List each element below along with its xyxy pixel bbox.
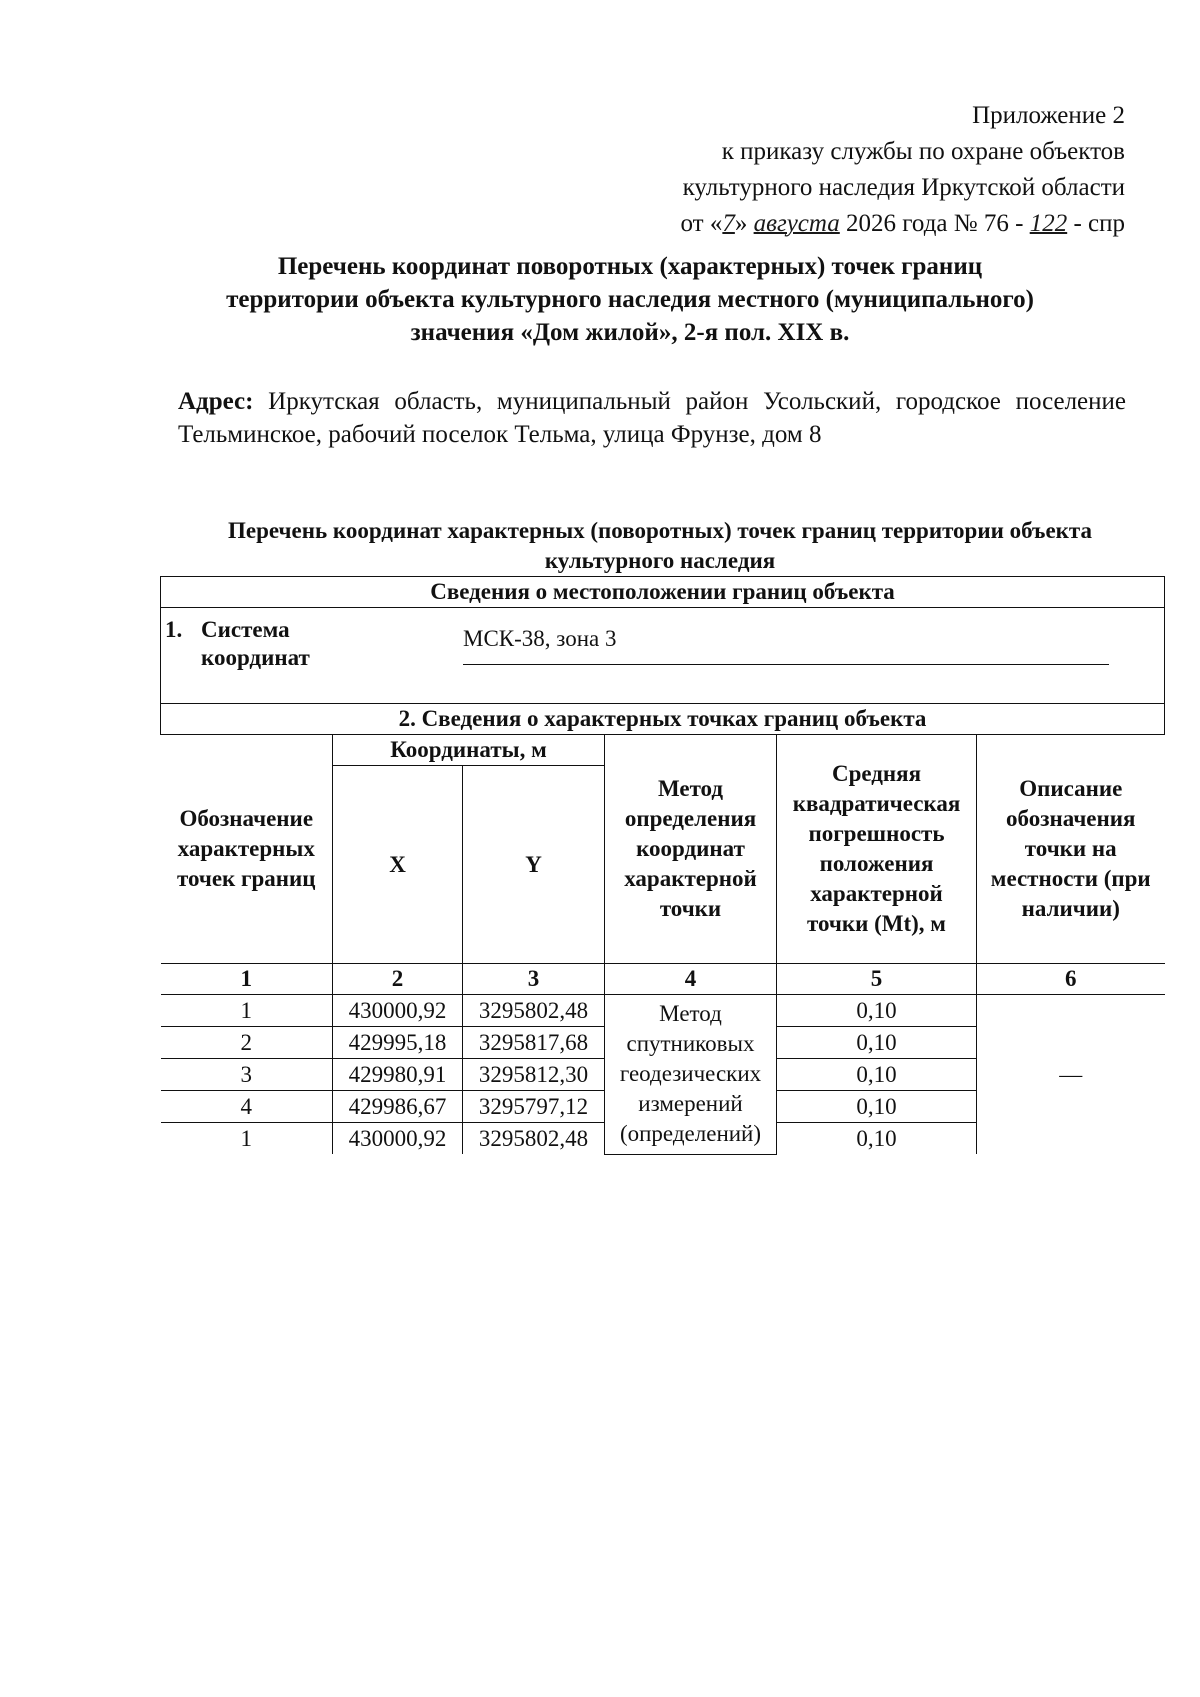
point-y: 3295817,68 [463, 1027, 605, 1059]
coordinate-system-label-2: координат [201, 645, 310, 670]
point-mt: 0,10 [777, 995, 977, 1027]
document-title [150, 250, 1110, 349]
point-mt: 0,10 [777, 1091, 977, 1123]
points-table [161, 735, 1165, 1155]
header-description: Описание обозначения точки на местности (при наличии) [977, 735, 1165, 964]
point-x: 430000,92 [333, 1123, 463, 1155]
point-x: 429995,18 [333, 1027, 463, 1059]
section-1-header: Сведения о местоположении границ объекта [161, 577, 1165, 608]
appendix-line-3: культурного наследия Иркутской области [682, 174, 1125, 201]
description-cell: — [977, 995, 1165, 1155]
date-mid: » [734, 210, 748, 237]
handwritten-month: августа [753, 210, 840, 237]
order-suffix: - спр [1073, 210, 1125, 237]
section-2-header: 2. Сведения о характерных точках границ объекта [161, 704, 1165, 735]
col-number-3: 3 [463, 964, 605, 995]
date-suffix: 2026 года № 76 - [846, 210, 1024, 237]
table-title-line-1: Перечень координат характерных (поворотных) точек границ территории объекта [228, 518, 1092, 543]
point-y: 3295802,48 [463, 1123, 605, 1155]
point-x: 430000,92 [333, 995, 463, 1027]
handwritten-order-number: 122 [1029, 210, 1068, 237]
col-number-5: 5 [777, 964, 977, 995]
point-x: 429986,67 [333, 1091, 463, 1123]
title-line-2: территории объекта культурного наследия местного (муниципального) [226, 286, 1034, 313]
col-number-1: 1 [161, 964, 333, 995]
appendix-header [681, 98, 1126, 242]
title-line-3: значения «Дом жилой», 2-я пол. XIX в. [410, 319, 850, 346]
handwritten-day: 7 [722, 210, 735, 237]
header-y: Y [463, 766, 605, 964]
point-y: 3295812,30 [463, 1059, 605, 1091]
point-id: 1 [161, 995, 333, 1027]
appendix-line-1: Приложение 2 [972, 102, 1125, 129]
point-mt: 0,10 [777, 1059, 977, 1091]
address-block [178, 385, 1126, 451]
point-x: 429980,91 [333, 1059, 463, 1091]
boundary-table [160, 576, 1165, 1155]
point-id: 4 [161, 1091, 333, 1123]
header-method: Метод определения координат характерной точки [605, 735, 777, 964]
date-prefix: от « [680, 210, 723, 237]
header-x: X [333, 766, 463, 964]
address-text: Иркутская область, муниципальный район Усольский, городское поселение Тельминское, рабочий поселок Тельма, улица Фрунзе, дом 8 [178, 388, 1127, 448]
coordinate-system-label-1: Система [201, 617, 290, 642]
point-mt: 0,10 [777, 1123, 977, 1155]
col-number-2: 2 [333, 964, 463, 995]
header-designation: Обозначение характерных точек границ [161, 735, 333, 964]
point-mt: 0,10 [777, 1027, 977, 1059]
coordinate-system-label [165, 616, 310, 672]
table-title [160, 516, 1160, 576]
title-line-1: Перечень координат поворотных (характерных) точек границ [277, 253, 983, 280]
appendix-date-line [681, 206, 1126, 242]
appendix-line-2: к приказу службы по охране объектов [721, 138, 1125, 165]
col-number-6: 6 [977, 964, 1165, 995]
point-y: 3295802,48 [463, 995, 605, 1027]
table-row [161, 995, 1165, 1027]
point-id: 1 [161, 1123, 333, 1155]
header-coordinates: Координаты, м [333, 735, 605, 766]
point-y: 3295797,12 [463, 1091, 605, 1123]
point-id: 3 [161, 1059, 333, 1091]
coordinate-system-cell [161, 608, 1165, 704]
coordinate-system-value: МСК-38, зона 3 [463, 626, 1109, 665]
col-number-4: 4 [605, 964, 777, 995]
method-cell: Метод спутниковых геодезических измерений (определений) [605, 995, 777, 1155]
point-id: 2 [161, 1027, 333, 1059]
table-title-line-2: культурного наследия [544, 548, 776, 573]
header-error: Средняя квадратическая погрешность положения характерной точки (Mt), м [777, 735, 977, 964]
address-label: Адрес: [178, 388, 254, 415]
coordinate-system-number: 1. [165, 617, 183, 642]
